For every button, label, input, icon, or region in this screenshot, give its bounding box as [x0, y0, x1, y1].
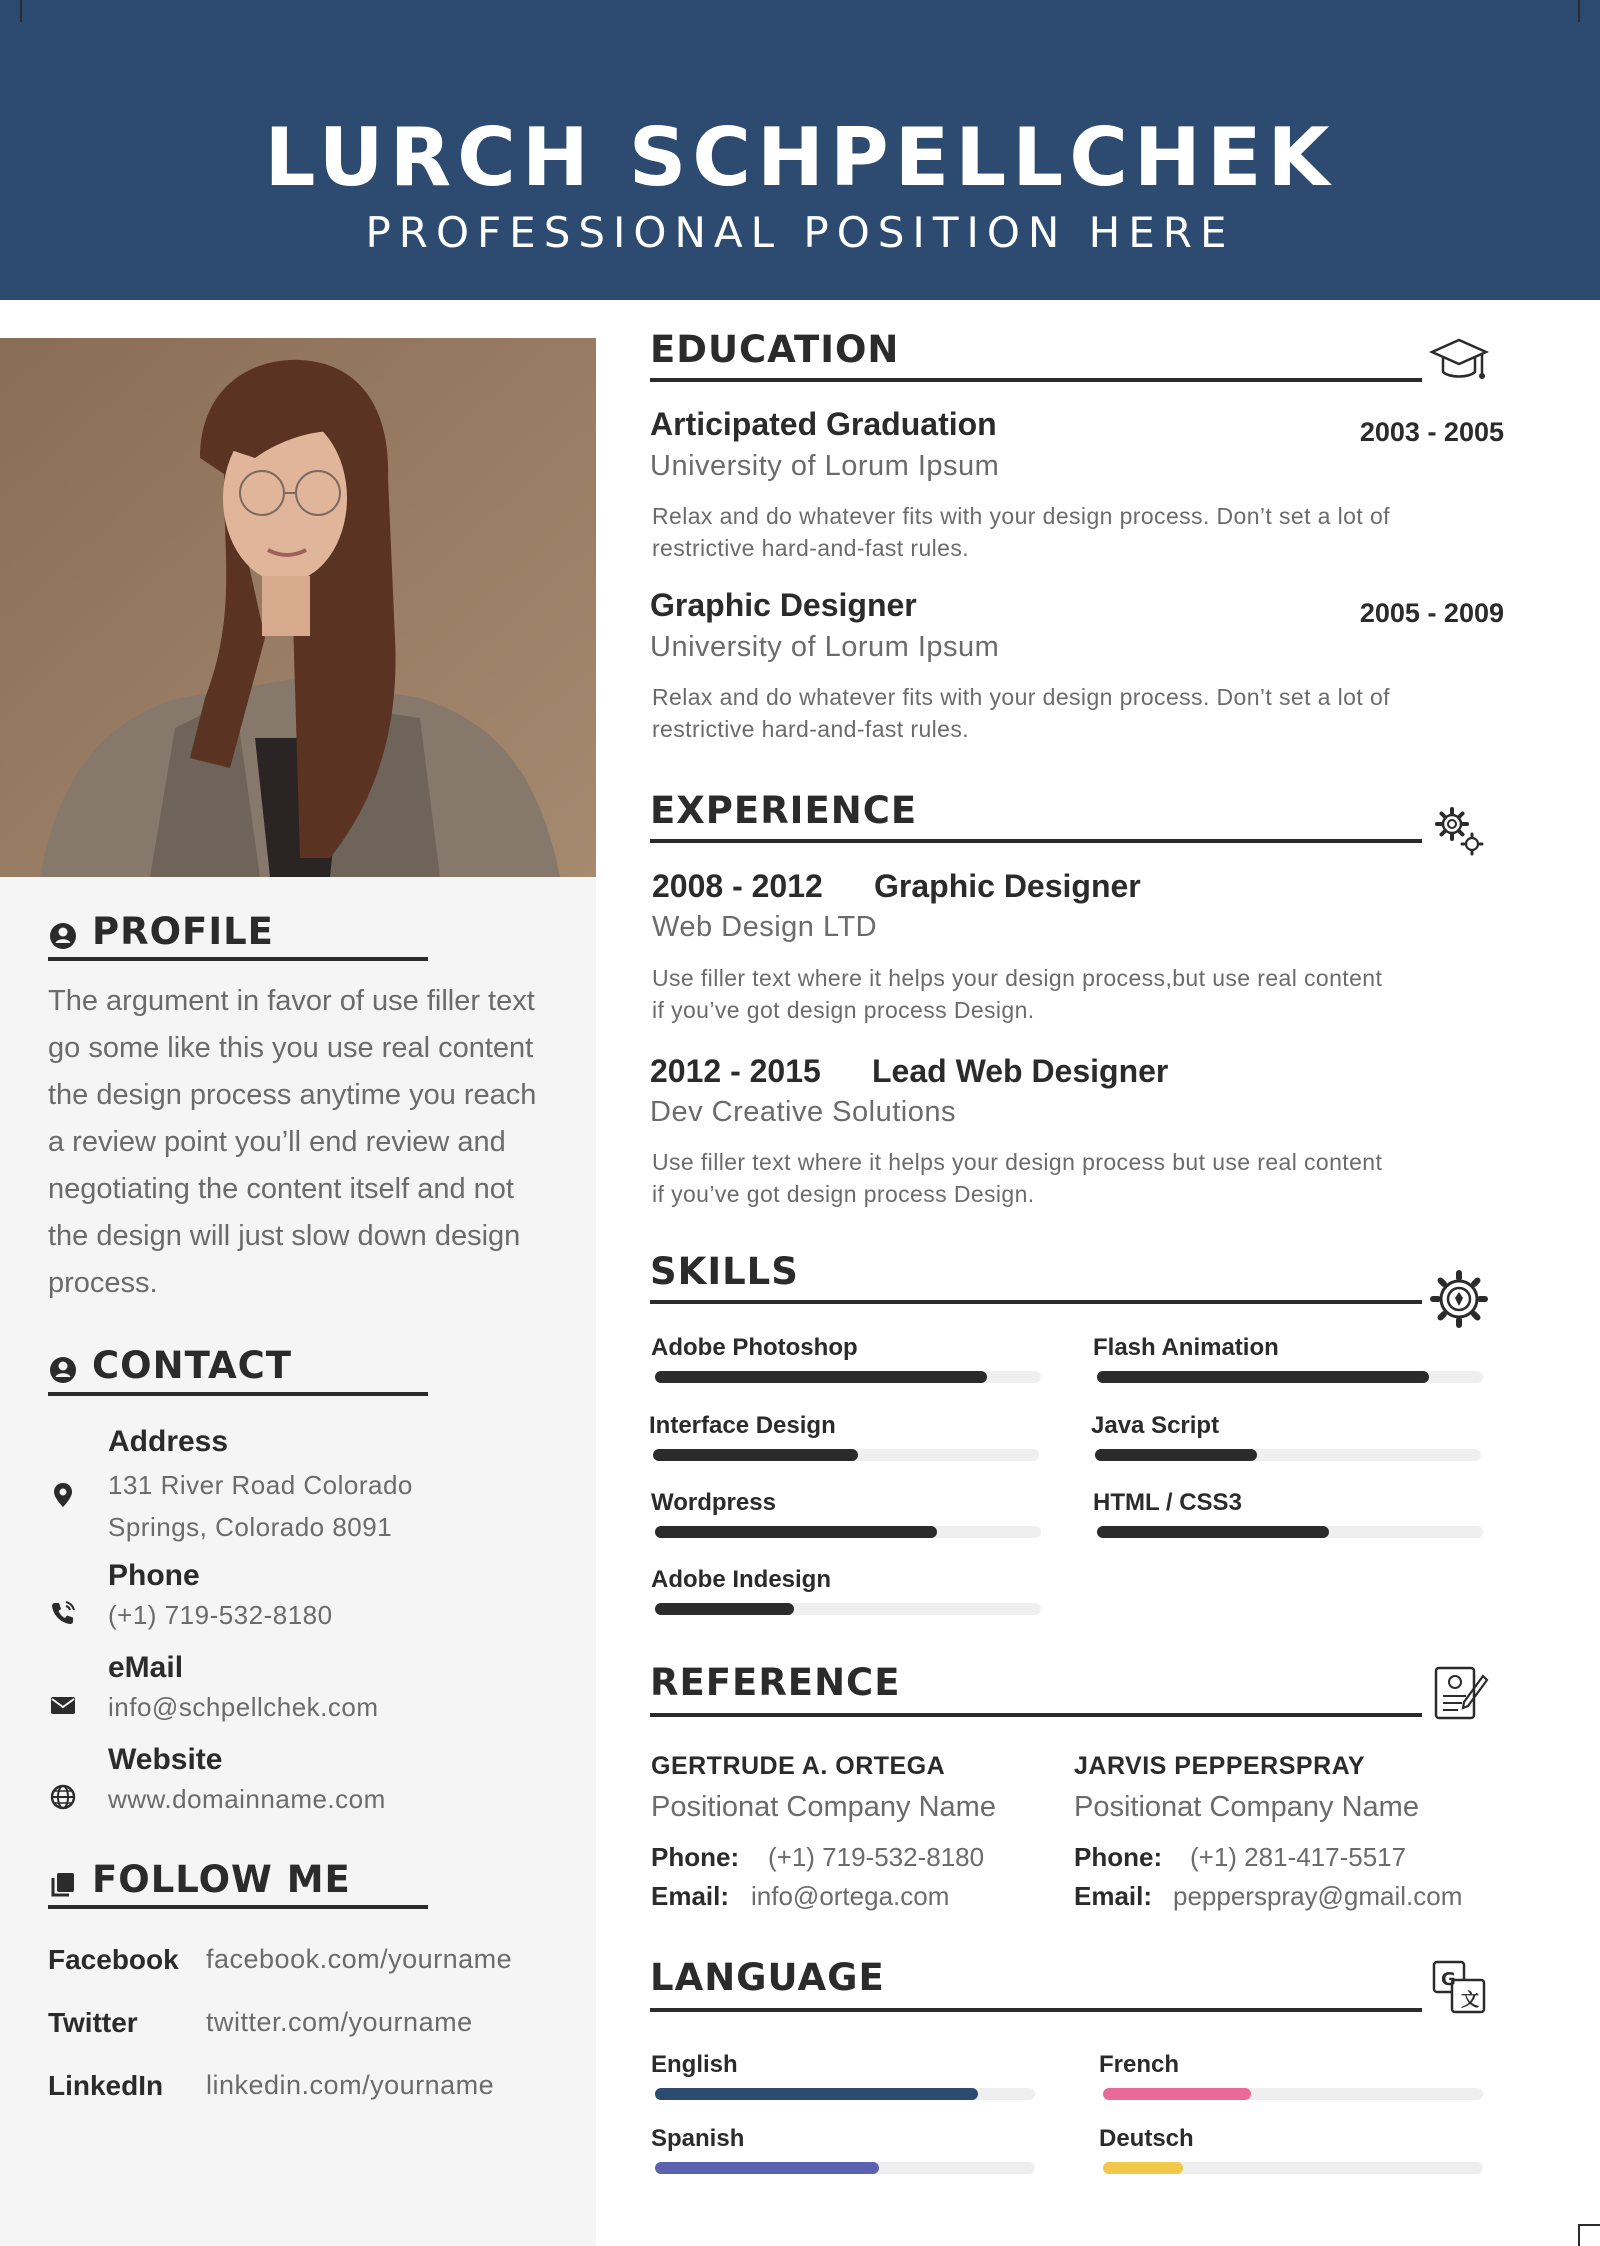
skill-fill [655, 1603, 794, 1615]
skill-fill [655, 1526, 937, 1538]
language-french [1099, 2050, 1489, 2110]
email-label: eMail [108, 1651, 184, 1684]
education-desc-1-line-1: Relax and do whatever fits with your design process. Don’t set a lot of [652, 503, 1390, 529]
education-desc-2-line-2: restrictive hard-and-fast rules. [652, 716, 970, 742]
address-line-2: Springs, Colorado 8091 [108, 1512, 393, 1542]
experience-company-2: Dev Creative Solutions [650, 1096, 956, 1128]
language-heading: LANGUAGE [650, 1956, 885, 1999]
graduation-cap-icon [1428, 330, 1490, 392]
svg-text:文: 文 [1461, 1990, 1479, 2011]
experience-years-2: 2012 - 2015 [650, 1053, 821, 1089]
reference-card-1 [651, 1751, 1071, 1921]
corner-mark [1578, 2224, 1600, 2246]
section-rule [48, 957, 428, 961]
skill-track [655, 1603, 1041, 1615]
follow-title: FOLLOW ME [92, 1858, 351, 1901]
profile-title: PROFILE [92, 910, 274, 953]
reference-email-label: Email: [651, 1881, 730, 1911]
section-rule [48, 1392, 428, 1396]
translate-icon [1428, 1956, 1490, 2018]
skill-label: Java Script [1091, 1412, 1220, 1439]
skill-label: Wordpress [651, 1489, 776, 1516]
section-rule [650, 839, 1422, 843]
experience-desc-1-line-1: Use filler text where it helps your design process,but use real content [652, 965, 1383, 991]
language-deutsch [1099, 2124, 1489, 2184]
skill-html-css3 [1093, 1488, 1483, 1548]
website-label: Website [108, 1743, 223, 1776]
reference-phone[interactable]: (+1) 281-417-5517 [1190, 1842, 1407, 1872]
user-icon [48, 1351, 78, 1381]
follow-twitter [48, 2007, 568, 2047]
phone-icon [48, 1598, 78, 1628]
language-english [651, 2050, 1041, 2110]
sidebar [0, 338, 596, 2246]
skill-track [655, 1526, 1041, 1538]
skill-fill [1097, 1526, 1329, 1538]
education-school-2: University of Lorum Ipsum [650, 631, 1000, 663]
skill-label: Adobe Photoshop [651, 1334, 858, 1361]
contact-heading [48, 1344, 292, 1388]
reference-email[interactable]: info@ortega.com [751, 1881, 950, 1911]
skill-label: Adobe Indesign [651, 1566, 831, 1593]
reference-name: JARVIS PEPPERSPRAY [1074, 1752, 1366, 1780]
twitter-label: Twitter [48, 2007, 138, 2038]
contact-address [48, 1424, 568, 1542]
skill-fill [655, 1371, 987, 1383]
globe-icon [48, 1782, 78, 1812]
language-fill [1103, 2088, 1251, 2100]
skill-track [1095, 1449, 1481, 1461]
gear-icon [1428, 1268, 1490, 1330]
professional-position: PROFESSIONAL POSITION HERE [365, 208, 1235, 257]
language-track [655, 2088, 1035, 2100]
skill-wordpress [651, 1488, 1041, 1548]
section-rule [650, 1300, 1422, 1304]
language-label: Deutsch [1099, 2125, 1194, 2152]
skill-interface-design [649, 1411, 1039, 1471]
experience-company-1: Web Design LTD [652, 911, 878, 943]
education-years-1: 2003 - 2005 [1359, 417, 1504, 447]
experience-heading: EXPERIENCE [650, 789, 918, 832]
profile-text: The argument in favor of use filler text go some like this you use real content the design process anytime you reach a review point you’ll end review and negotiating the content itself and not the design will just slow down design process. [48, 985, 537, 1299]
reference-card-2 [1074, 1751, 1494, 1921]
linkedin-link[interactable]: linkedin.com/yourname [206, 2070, 495, 2100]
skills-heading: SKILLS [650, 1250, 799, 1293]
language-label: French [1099, 2051, 1180, 2078]
language-track [1103, 2088, 1483, 2100]
linkedin-label: LinkedIn [48, 2070, 164, 2101]
section-rule [650, 378, 1422, 382]
mail-icon [48, 1690, 78, 1720]
language-spanish [651, 2124, 1041, 2184]
location-pin-icon [48, 1480, 78, 1510]
follow-heading [48, 1858, 351, 1902]
education-desc-1-line-2: restrictive hard-and-fast rules. [652, 535, 970, 561]
experience-desc-1-line-2: if you’ve got design process Design. [652, 997, 1035, 1023]
language-fill [1103, 2162, 1183, 2174]
education-school-1: University of Lorum Ipsum [650, 450, 1000, 482]
address-label: Address [108, 1425, 229, 1458]
website-value[interactable]: www.domainname.com [108, 1784, 386, 1814]
language-track [1103, 2162, 1483, 2174]
follow-linkedin [48, 2070, 568, 2110]
svg-text:G: G [1441, 1969, 1456, 1990]
skill-track [653, 1449, 1039, 1461]
profile-photo [0, 338, 596, 877]
email-value[interactable]: info@schpellchek.com [108, 1692, 379, 1722]
reference-company: Positionat Company Name [651, 1791, 996, 1823]
contact-email [48, 1650, 568, 1730]
skill-java-script [1091, 1411, 1481, 1471]
facebook-link[interactable]: facebook.com/yourname [206, 1944, 513, 1974]
reference-company: Positionat Company Name [1074, 1791, 1419, 1823]
corner-mark [1578, 0, 1600, 22]
reference-phone-label: Phone: [651, 1842, 740, 1872]
profile-heading [48, 910, 274, 954]
skill-label: Flash Animation [1093, 1334, 1279, 1361]
reference-name: GERTRUDE A. ORTEGA [651, 1752, 946, 1780]
copy-icon [48, 1865, 78, 1895]
skill-label: Interface Design [649, 1412, 836, 1439]
twitter-link[interactable]: twitter.com/yourname [206, 2007, 473, 2037]
experience-heading-2 [650, 1052, 1168, 1090]
contact-title: CONTACT [92, 1344, 292, 1387]
education-title-1: Articipated Graduation [650, 406, 997, 442]
skill-track [655, 1371, 1041, 1383]
experience-desc-2-line-2: if you’ve got design process Design. [652, 1181, 1035, 1207]
skill-adobe-photoshop [651, 1333, 1041, 1393]
experience-years-1: 2008 - 2012 [652, 868, 823, 904]
corner-mark [0, 0, 22, 22]
section-rule [650, 2008, 1422, 2012]
language-fill [655, 2162, 879, 2174]
address-line-1: 131 River Road Colorado [108, 1470, 413, 1500]
language-label: Spanish [651, 2125, 745, 2152]
skill-flash-animation [1093, 1333, 1483, 1393]
follow-facebook [48, 1944, 568, 1984]
reference-phone-label: Phone: [1074, 1842, 1163, 1872]
reference-email[interactable]: pepperspray@gmail.com [1173, 1881, 1463, 1911]
section-rule [650, 1713, 1422, 1717]
education-desc-2-line-1: Relax and do whatever fits with your design process. Don’t set a lot of [652, 684, 1390, 710]
gears-icon [1428, 800, 1490, 862]
facebook-label: Facebook [48, 1944, 179, 1975]
contact-phone [48, 1558, 568, 1638]
education-heading: EDUCATION [650, 328, 900, 371]
skill-adobe-indesign [651, 1565, 1041, 1625]
experience-heading-1 [652, 867, 1141, 905]
resume-header [0, 0, 1600, 300]
education-years-2: 2005 - 2009 [1359, 598, 1504, 628]
reference-heading: REFERENCE [650, 1661, 901, 1704]
experience-role-2: Lead Web Designer [872, 1053, 1169, 1089]
language-fill [655, 2088, 978, 2100]
skill-track [1097, 1371, 1483, 1383]
reference-email-label: Email: [1074, 1881, 1153, 1911]
language-label: English [651, 2051, 738, 2078]
language-track [655, 2162, 1035, 2174]
skill-label: HTML / CSS3 [1093, 1489, 1242, 1516]
phone-label: Phone [108, 1559, 200, 1592]
skill-fill [1097, 1371, 1429, 1383]
experience-role-1: Graphic Designer [874, 868, 1141, 904]
contact-website [48, 1742, 568, 1822]
skill-fill [1095, 1449, 1257, 1461]
section-rule [48, 1905, 428, 1909]
reference-phone[interactable]: (+1) 719-532-8180 [768, 1842, 985, 1872]
education-title-2: Graphic Designer [650, 587, 917, 623]
skill-track [1097, 1526, 1483, 1538]
user-icon [48, 917, 78, 947]
skill-fill [653, 1449, 858, 1461]
candidate-name: LURCH SCHPELLCHEK [264, 111, 1336, 204]
phone-value[interactable]: (+1) 719-532-8180 [108, 1600, 333, 1630]
experience-desc-2-line-1: Use filler text where it helps your design process but use real content [652, 1149, 1383, 1175]
document-edit-icon [1428, 1662, 1490, 1724]
